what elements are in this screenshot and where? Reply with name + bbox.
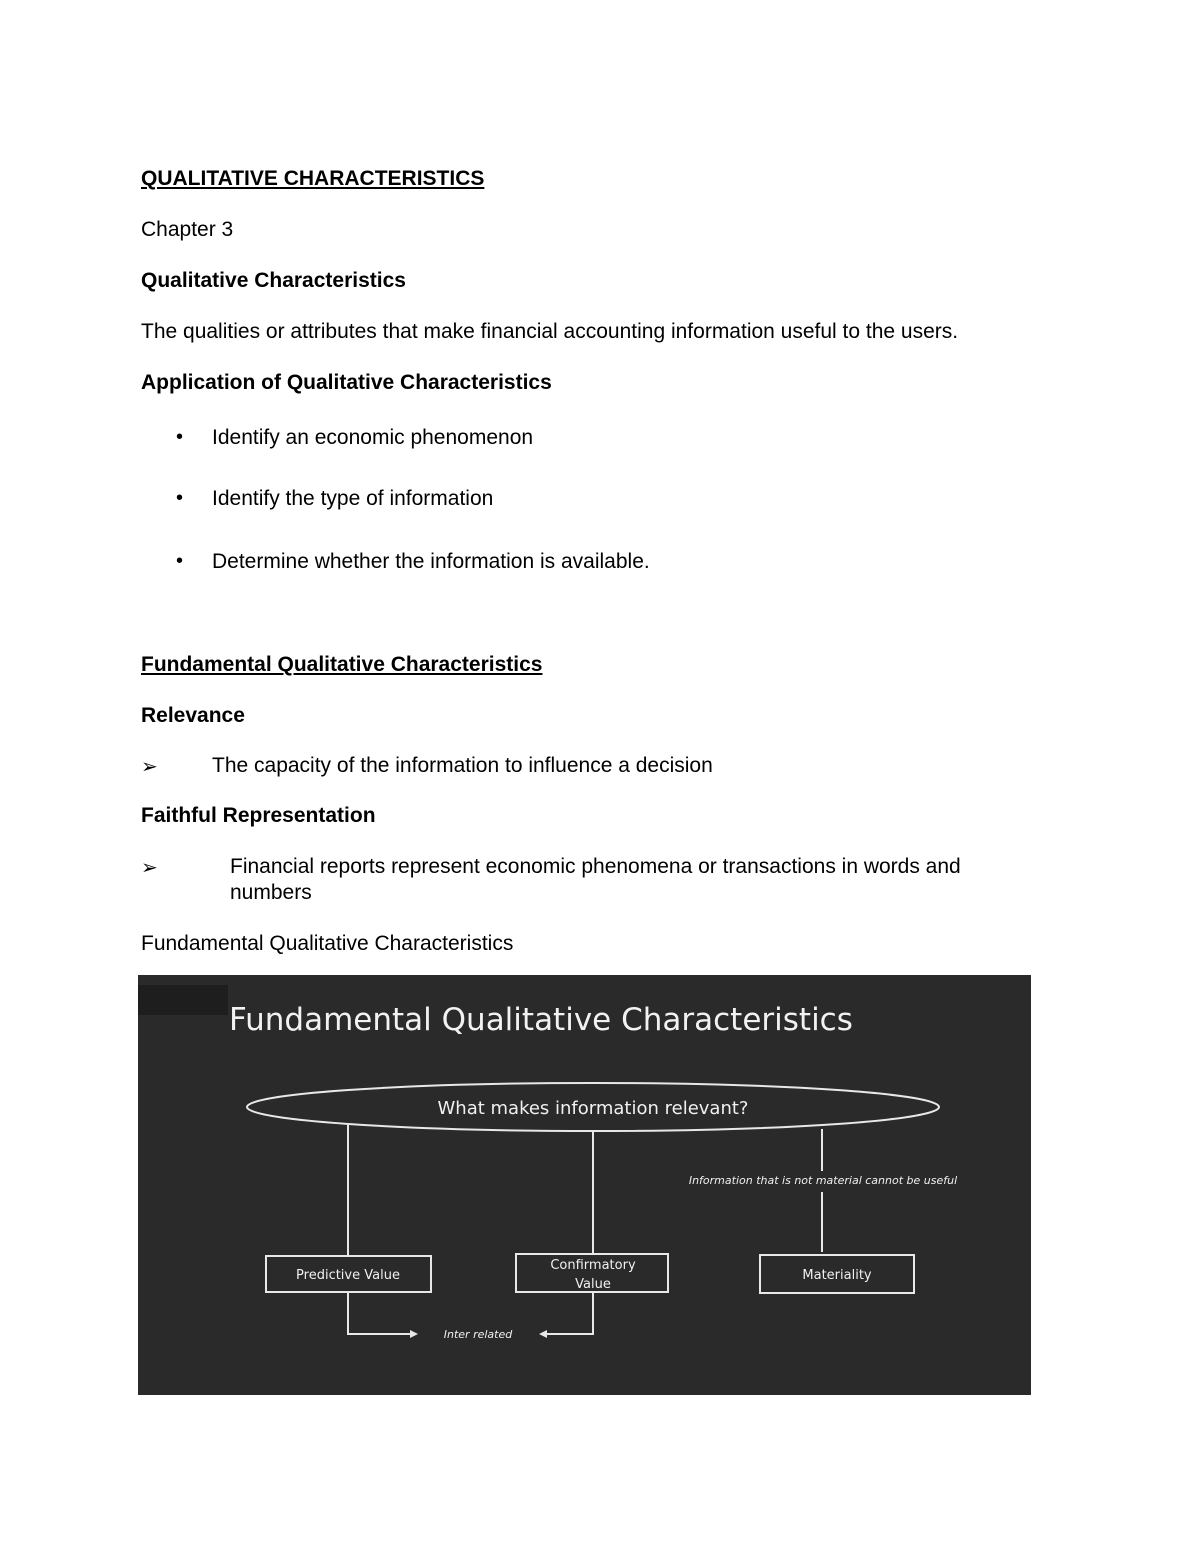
bullet-icon: •: [176, 550, 184, 572]
materiality-note: Information that is not material cannot be useful: [688, 1174, 958, 1187]
interrelated-label: Inter related: [443, 1328, 513, 1341]
arrow-bullet-icon: ➢: [141, 754, 158, 778]
faithful-point-line2: numbers: [230, 881, 312, 904]
slide-diagram: [138, 975, 1031, 1395]
relevance-point: The capacity of the information to influence a decision: [212, 754, 713, 777]
bullet-icon: •: [176, 426, 184, 448]
slide-image: [138, 975, 1031, 1395]
application-item: Identify an economic phenomenon: [212, 426, 534, 449]
definition-text: The qualities or attributes that make financial accounting information useful to the users.: [141, 320, 959, 343]
application-item: Identify the type of information: [212, 487, 494, 510]
slide-corner-shade: [138, 985, 228, 1015]
application-heading: Application of Qualitative Characteristics: [141, 371, 552, 394]
section-heading-qualitative: Qualitative Characteristics: [141, 269, 406, 292]
arrow-bullet-icon: ➢: [141, 855, 158, 879]
question-text: What makes information relevant?: [437, 1098, 749, 1119]
materiality-label: Materiality: [802, 1268, 872, 1283]
faithful-point-line1: Financial reports represent economic phenomena or transactions in words and: [230, 855, 961, 878]
fundamental-heading: Fundamental Qualitative Characteristics: [141, 653, 543, 676]
confirmatory-value-label-line2: Value: [575, 1277, 611, 1292]
application-item: Determine whether the information is available.: [212, 550, 650, 573]
predictive-value-label: Predictive Value: [296, 1268, 400, 1283]
chapter-label: Chapter 3: [141, 218, 234, 241]
figure-caption: Fundamental Qualitative Characteristics: [141, 932, 514, 955]
relevance-heading: Relevance: [141, 704, 245, 727]
slide-title: Fundamental Qualitative Characteristics: [229, 1002, 853, 1038]
main-title: QUALITATIVE CHARACTERISTICS: [141, 167, 485, 190]
faithful-heading: Faithful Representation: [141, 804, 376, 827]
bullet-icon: •: [176, 487, 184, 509]
confirmatory-value-label-line1: Confirmatory: [550, 1258, 636, 1273]
